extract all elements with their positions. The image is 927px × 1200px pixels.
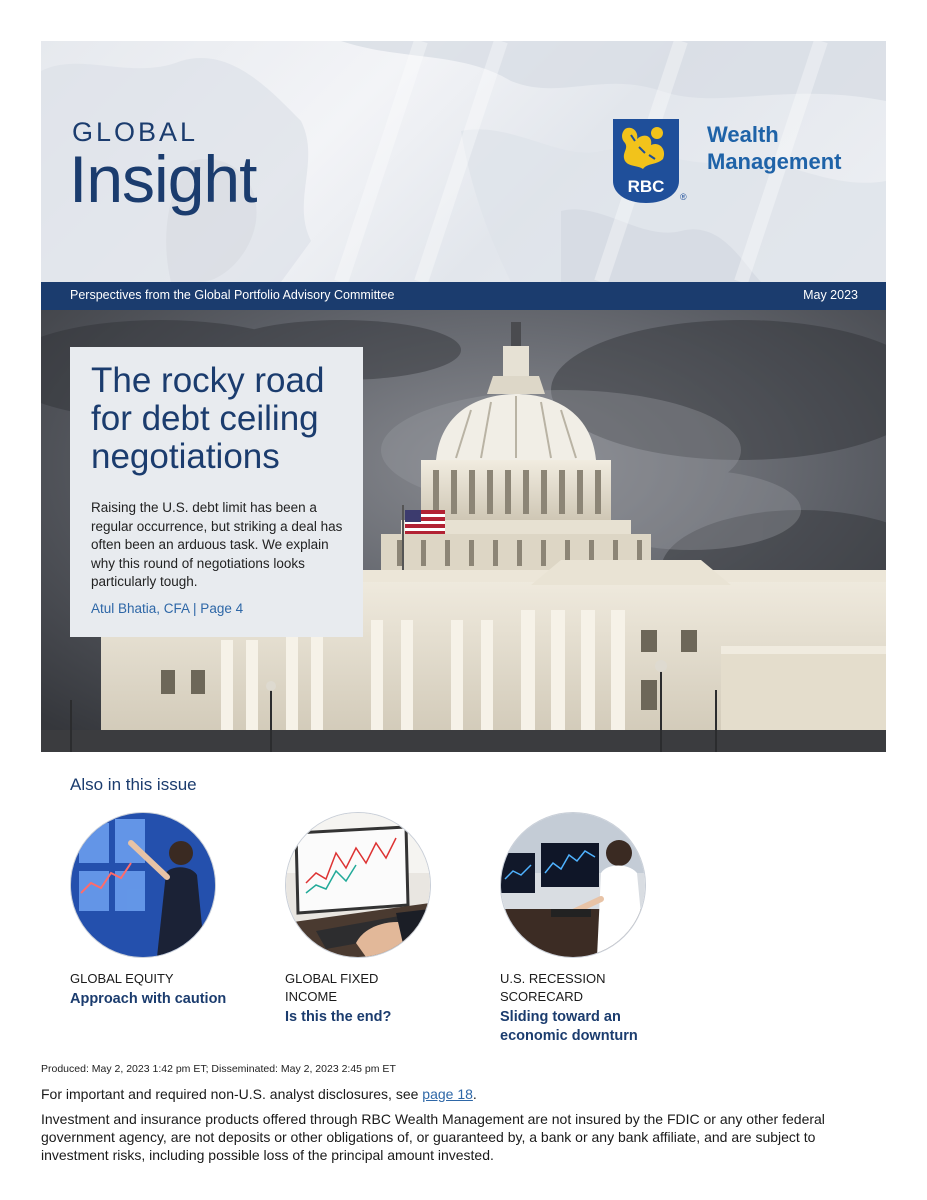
feature-card[interactable] xyxy=(70,347,363,637)
feature-summary: Raising the U.S. debt limit has been a regular occurrence, but striking a deal has often been an arduous task. We explain why this round of negotiations looks particularly tough. xyxy=(91,500,343,589)
committee-subtitle: Perspectives from the Global Portfolio Advisory Committee xyxy=(70,288,395,302)
teaser-global-equity[interactable]: Approach with caution xyxy=(70,991,227,1007)
produced-timestamp: Produced: May 2, 2023 1:42 pm ET; Disseminated: May 2, 2023 2:45 pm ET xyxy=(41,1063,396,1075)
rbc-logo-text: RBC xyxy=(627,177,665,196)
subtitle-bar xyxy=(41,282,886,310)
brand-global: GLOBAL xyxy=(72,117,199,147)
feature-byline[interactable]: Atul Bhatia, CFA | Page 4 xyxy=(91,601,244,616)
disclosure-suffix: . xyxy=(472,1086,477,1102)
wm-line-1: Wealth xyxy=(707,122,779,147)
wm-line-2: Management xyxy=(707,149,842,174)
teaser-global-fixed-income[interactable]: Is this the end? xyxy=(285,1009,392,1025)
brand-insight: Insight xyxy=(69,142,257,216)
thumb-recession-scorecard[interactable] xyxy=(500,812,646,958)
disclosure-prefix: For important and required non-U.S. analyst disclosures, see xyxy=(41,1086,423,1102)
registered-mark: ® xyxy=(680,192,687,202)
category-recession-scorecard: U.S. RECESSION SCORECARD xyxy=(500,971,606,1004)
thumb-global-fixed-income[interactable] xyxy=(285,812,431,958)
rbc-lion-shield-icon xyxy=(613,119,679,203)
category-global-equity: GLOBAL EQUITY xyxy=(70,971,174,986)
wealth-management-wordmark xyxy=(707,121,841,175)
category-global-fixed-income: GLOBAL FIXED INCOME xyxy=(285,971,379,1004)
trading-screen-woman-icon xyxy=(71,813,215,957)
disclosure-page-link[interactable]: page 18 xyxy=(422,1086,473,1102)
disclosure-line xyxy=(41,1086,477,1102)
laptop-chart-icon xyxy=(286,813,430,957)
insurance-disclaimer: Investment and insurance products offered through RBC Wealth Management are not insured by the FDIC or any other federal government agency, are not deposits or other obligations of, or guaranteed by, a bank or any bank affiliate, and are subject to investment risks, including possible loss of the principal amount invested. xyxy=(41,1111,825,1163)
issue-date: May 2023 xyxy=(803,288,858,302)
also-in-this-issue-heading: Also in this issue xyxy=(70,775,197,794)
teaser-recession-scorecard[interactable]: Sliding toward an economic downturn xyxy=(500,1009,638,1044)
feature-title[interactable]: The rocky road for debt ceiling negotiations xyxy=(91,361,325,476)
masthead xyxy=(41,41,886,282)
man-at-monitors-icon xyxy=(501,813,645,957)
thumb-global-equity[interactable] xyxy=(70,812,216,958)
